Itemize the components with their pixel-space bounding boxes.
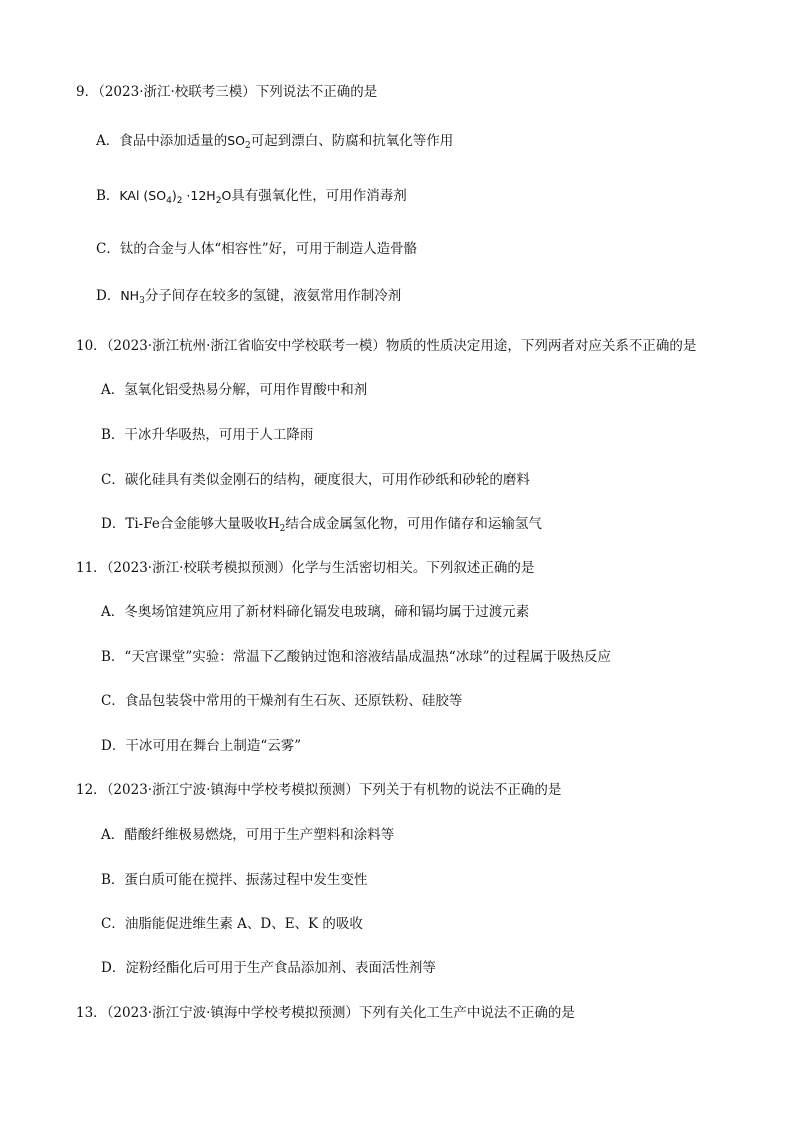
question-9-option-a — [96, 131, 453, 153]
formula-part: ) — [171, 188, 177, 203]
subscript: 4 — [166, 196, 172, 206]
question-12-option-c: C．油脂能促进维生素 A、D、E、K 的吸收 — [101, 916, 363, 932]
question-number: 13． — [76, 1005, 107, 1021]
question-source: （2023·浙江·校联考三模） — [98, 84, 256, 100]
question-number: 10． — [76, 338, 107, 354]
question-9-option-d — [96, 286, 401, 308]
option-text: A．食品中添加适量的 — [96, 133, 228, 149]
question-12 — [76, 780, 561, 800]
question-11-option-c: C．食品包装袋中常用的干燥剂有生石灰、还原铁粉、硅胶等 — [101, 693, 463, 709]
question-11 — [76, 558, 534, 578]
option-label: B． — [96, 188, 120, 204]
question-9-option-c: C．钛的合金与人体“相容性”好，可用于制造人造骨骼 — [96, 241, 418, 257]
question-10-option-a: A．氢氧化铝受热易分解，可用作胃酸中和剂 — [101, 382, 368, 398]
question-source: （2023·浙江·校联考模拟预测） — [106, 560, 292, 576]
chemical-formula: SO — [227, 133, 246, 148]
question-stem: 下列说法不正确的是 — [255, 84, 378, 100]
subscript: 2 — [176, 196, 183, 206]
chemical-formula: NH — [120, 288, 140, 303]
question-11-option-a: A．冬奥场馆建筑应用了新材料碲化镉发电玻璃，碲和镉均属于过渡元素 — [101, 604, 530, 620]
option-text: 具有强氧化性，可用作消毒剂 — [231, 188, 407, 204]
question-source: （2023·浙江杭州·浙江省临安中学校联考一模） — [106, 338, 386, 354]
question-12-option-d: D．淀粉经酯化后可用于生产食品添加剂、表面活性剂等 — [101, 960, 436, 976]
question-stem: 下列关于有机物的说法不正确的是 — [358, 782, 562, 798]
option-text: D．Ti-Fe合金能够大量吸收H — [101, 516, 280, 532]
option-text: 可起到漂白、防腐和抗氧化等作用 — [250, 133, 454, 149]
formula-part: (SO — [143, 188, 167, 203]
option-label: D． — [96, 288, 121, 304]
question-12-option-a: A．醋酸纤维极易燃烧，可用于生产塑料和涂料等 — [101, 827, 395, 843]
question-10-option-b: B．干冰升华吸热，可用于人工降雨 — [101, 427, 314, 443]
subscript: 2 — [245, 141, 251, 151]
subscript: 3 — [139, 296, 145, 306]
question-number: 12． — [76, 782, 107, 798]
subscript: 2 — [215, 196, 222, 206]
question-9-option-b — [96, 186, 407, 208]
chemical-formula — [119, 188, 232, 206]
question-source: （2023·浙江宁波·镇海中学校考模拟预测） — [106, 782, 359, 798]
question-stem: 物质的性质决定用途，下列两者对应关系不正确的是 — [385, 338, 697, 354]
question-number: 9． — [76, 84, 99, 100]
question-stem: 化学与生活密切相关。下列叙述正确的是 — [291, 560, 535, 576]
question-13 — [76, 1003, 575, 1023]
question-9 — [76, 82, 377, 102]
option-text: 分子间存在较多的氢键，液氨常用作制冷剂 — [144, 288, 402, 304]
formula-part: ·12H — [186, 188, 216, 203]
formula-part: O — [221, 188, 232, 203]
question-10-option-c: C．碳化硅具有类似金刚石的结构，硬度很大，可用作砂纸和砂轮的磨料 — [101, 472, 530, 488]
question-10 — [76, 336, 696, 356]
question-source: （2023·浙江宁波·镇海中学校考模拟预测） — [106, 1005, 359, 1021]
option-text: 结合成金属氢化物，可用作储存和运输氢气 — [285, 516, 542, 532]
question-stem: 下列有关化工生产中说法不正确的是 — [358, 1005, 575, 1021]
question-10-option-d — [101, 514, 542, 536]
formula-part: KAl — [119, 188, 140, 203]
question-12-option-b: B．蛋白质可能在搅拌、振荡过程中发生变性 — [101, 872, 368, 888]
question-number: 11． — [76, 560, 107, 576]
subscript: 2 — [279, 524, 286, 534]
question-11-option-b: B．“天宫课堂”实验：常温下乙酸钠过饱和溶液结晶成温热“冰球”的过程属于吸热反应 — [101, 649, 612, 665]
question-11-option-d: D．干冰可用在舞台上制造“云雾” — [101, 738, 302, 754]
